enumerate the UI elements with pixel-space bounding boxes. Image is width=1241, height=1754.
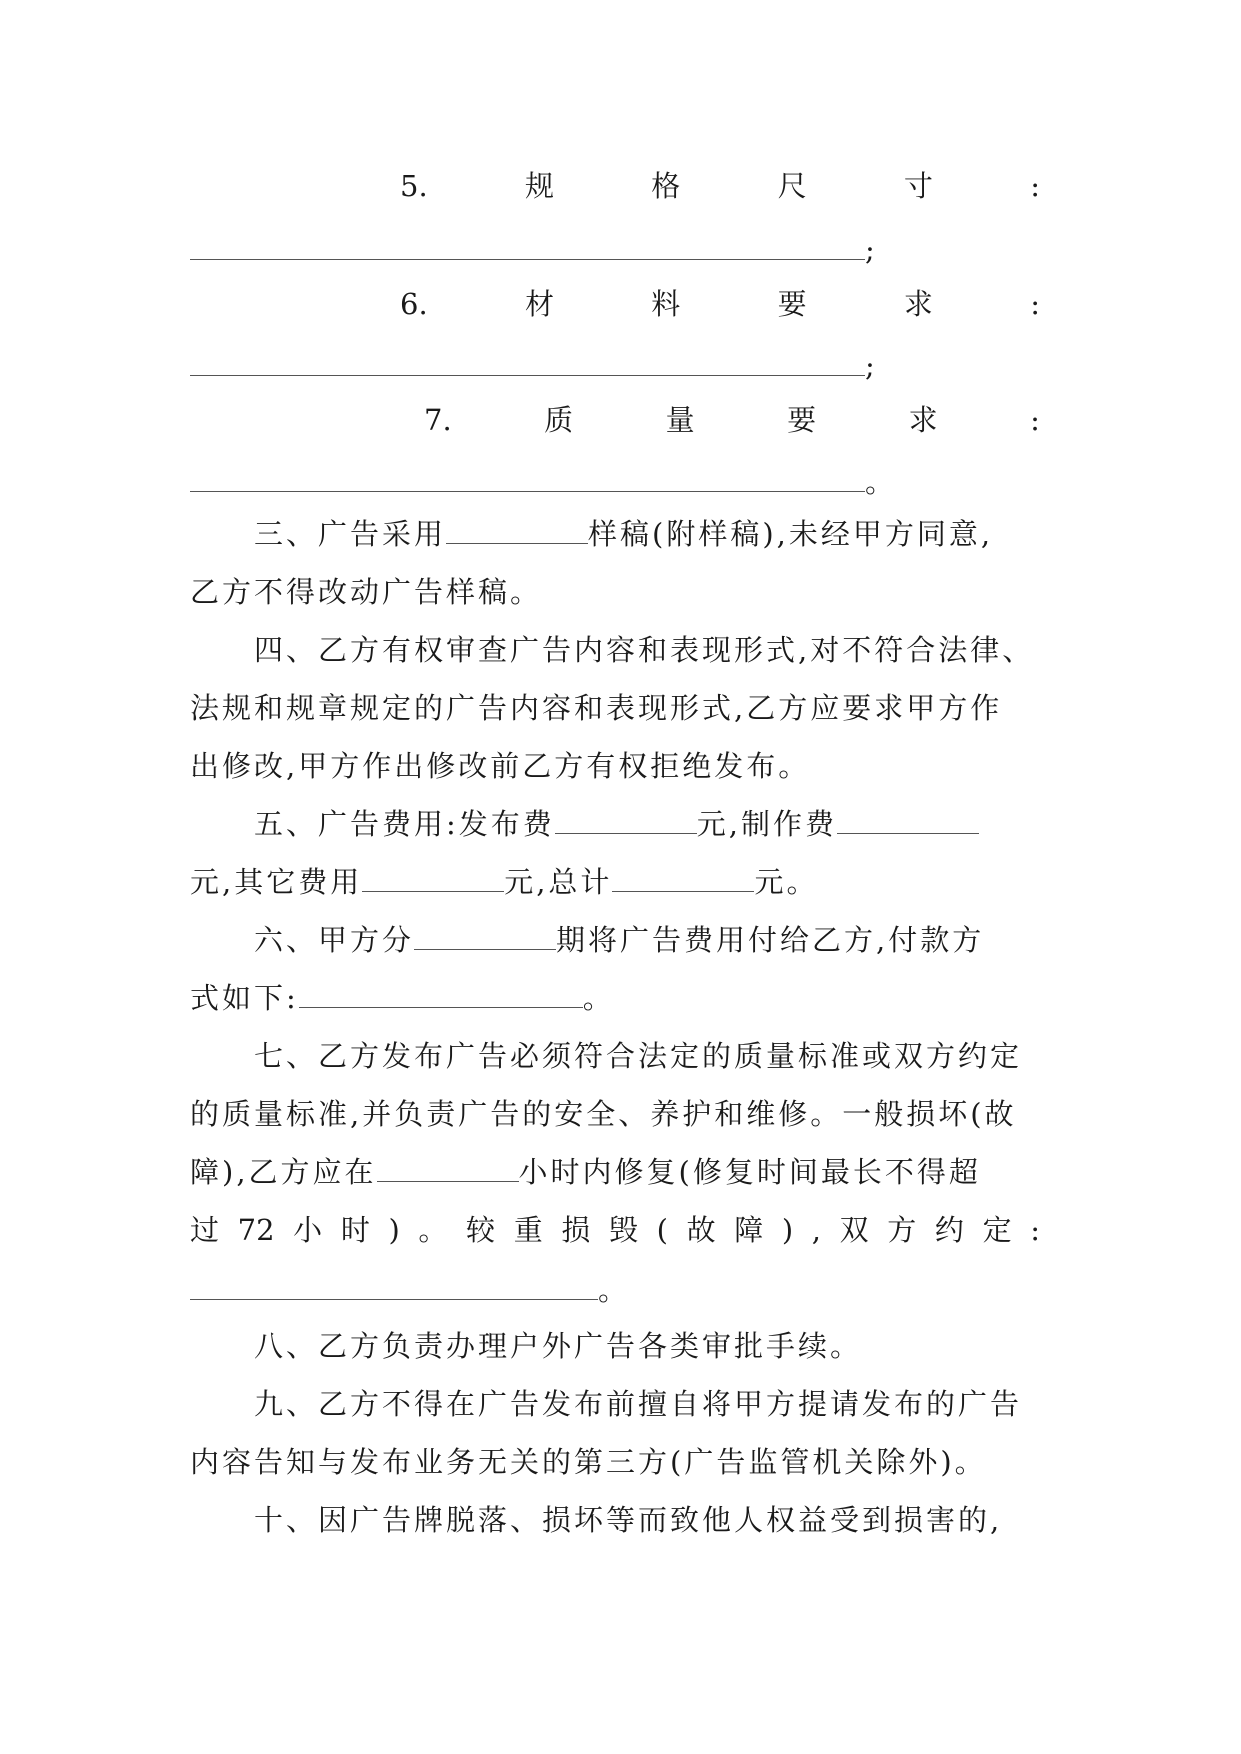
clause-7-line-5: 。 <box>190 1270 1050 1310</box>
clause-3-line-2: 乙方不得改动广告样稿。 <box>190 575 543 609</box>
item-number: 7. <box>424 403 452 437</box>
item-number: 6. <box>400 287 428 321</box>
clause-7-line-1: 七、乙方发布广告必须符合法定的质量标准或双方约定 <box>254 1039 1023 1073</box>
clause-4-line-1: 四、乙方有权审查广告内容和表现形式,对不符合法律、 <box>254 633 1035 667</box>
fill-blank <box>414 927 556 950</box>
item-6-blank: ; <box>190 346 1050 386</box>
clause-5-line-1: 五、广告费用:发布费 元,制作费 <box>254 804 1114 844</box>
fill-blank <box>837 811 979 834</box>
fill-blank <box>377 1159 519 1182</box>
fill-blank <box>190 469 865 492</box>
fill-blank <box>612 869 754 892</box>
item-6-heading: 6. 材 料 要 求 : <box>400 284 1040 324</box>
fill-blank <box>362 869 504 892</box>
item-number: 5. <box>400 169 428 203</box>
fill-blank <box>299 985 583 1008</box>
clause-7-line-3: 障),乙方应在 小时内修复(修复时间最长不得超 <box>190 1155 981 1189</box>
clause-9-line-1: 九、乙方不得在广告发布前擅自将甲方提请发布的广告 <box>254 1387 1023 1421</box>
fill-blank <box>190 353 865 376</box>
clause-4-line-3: 出修改,甲方作出修改前乙方有权拒绝发布。 <box>190 749 811 783</box>
fill-blank <box>190 1277 598 1300</box>
item-7-blank: 。 <box>190 462 1050 502</box>
clause-9-line-2: 内容告知与发布业务无关的第三方(广告监管机关除外)。 <box>190 1445 987 1479</box>
clause-6-line-2: 式如下: 。 <box>190 981 615 1015</box>
clause-4-line-2: 法规和规章规定的广告内容和表现形式,乙方应要求甲方作 <box>190 691 1003 725</box>
clause-3-line-1: 三、广告采用 样稿(附样稿),未经甲方同意, <box>254 517 994 551</box>
clause-7-line-4: 过 72 小 时 ) 。 较 重 损 毁 ( 故 障 ) , 双 方 约 定 : <box>190 1213 1040 1247</box>
clause-6-line-1: 六、甲方分 期将广告费用付给乙方,付款方 <box>254 923 985 957</box>
item-5-blank: ; <box>190 230 1050 270</box>
clause-5-line-2: 元,其它费用 元,总计 元。 <box>190 865 819 899</box>
item-5-heading: 5. 规 格 尺 寸 : <box>400 166 1040 206</box>
fill-blank <box>555 811 697 834</box>
clause-7-line-2: 的质量标准,并负责广告的安全、养护和维修。一般损坏(故 <box>190 1097 1017 1131</box>
item-7-heading: 7. 质 量 要 求 : <box>424 400 1040 440</box>
fill-blank <box>446 521 588 544</box>
clause-10-line-1: 十、因广告牌脱落、损坏等而致他人权益受到损害的, <box>254 1503 1003 1537</box>
fill-blank <box>190 237 865 260</box>
clause-8-line-1: 八、乙方负责办理户外广告各类审批手续。 <box>254 1329 863 1363</box>
